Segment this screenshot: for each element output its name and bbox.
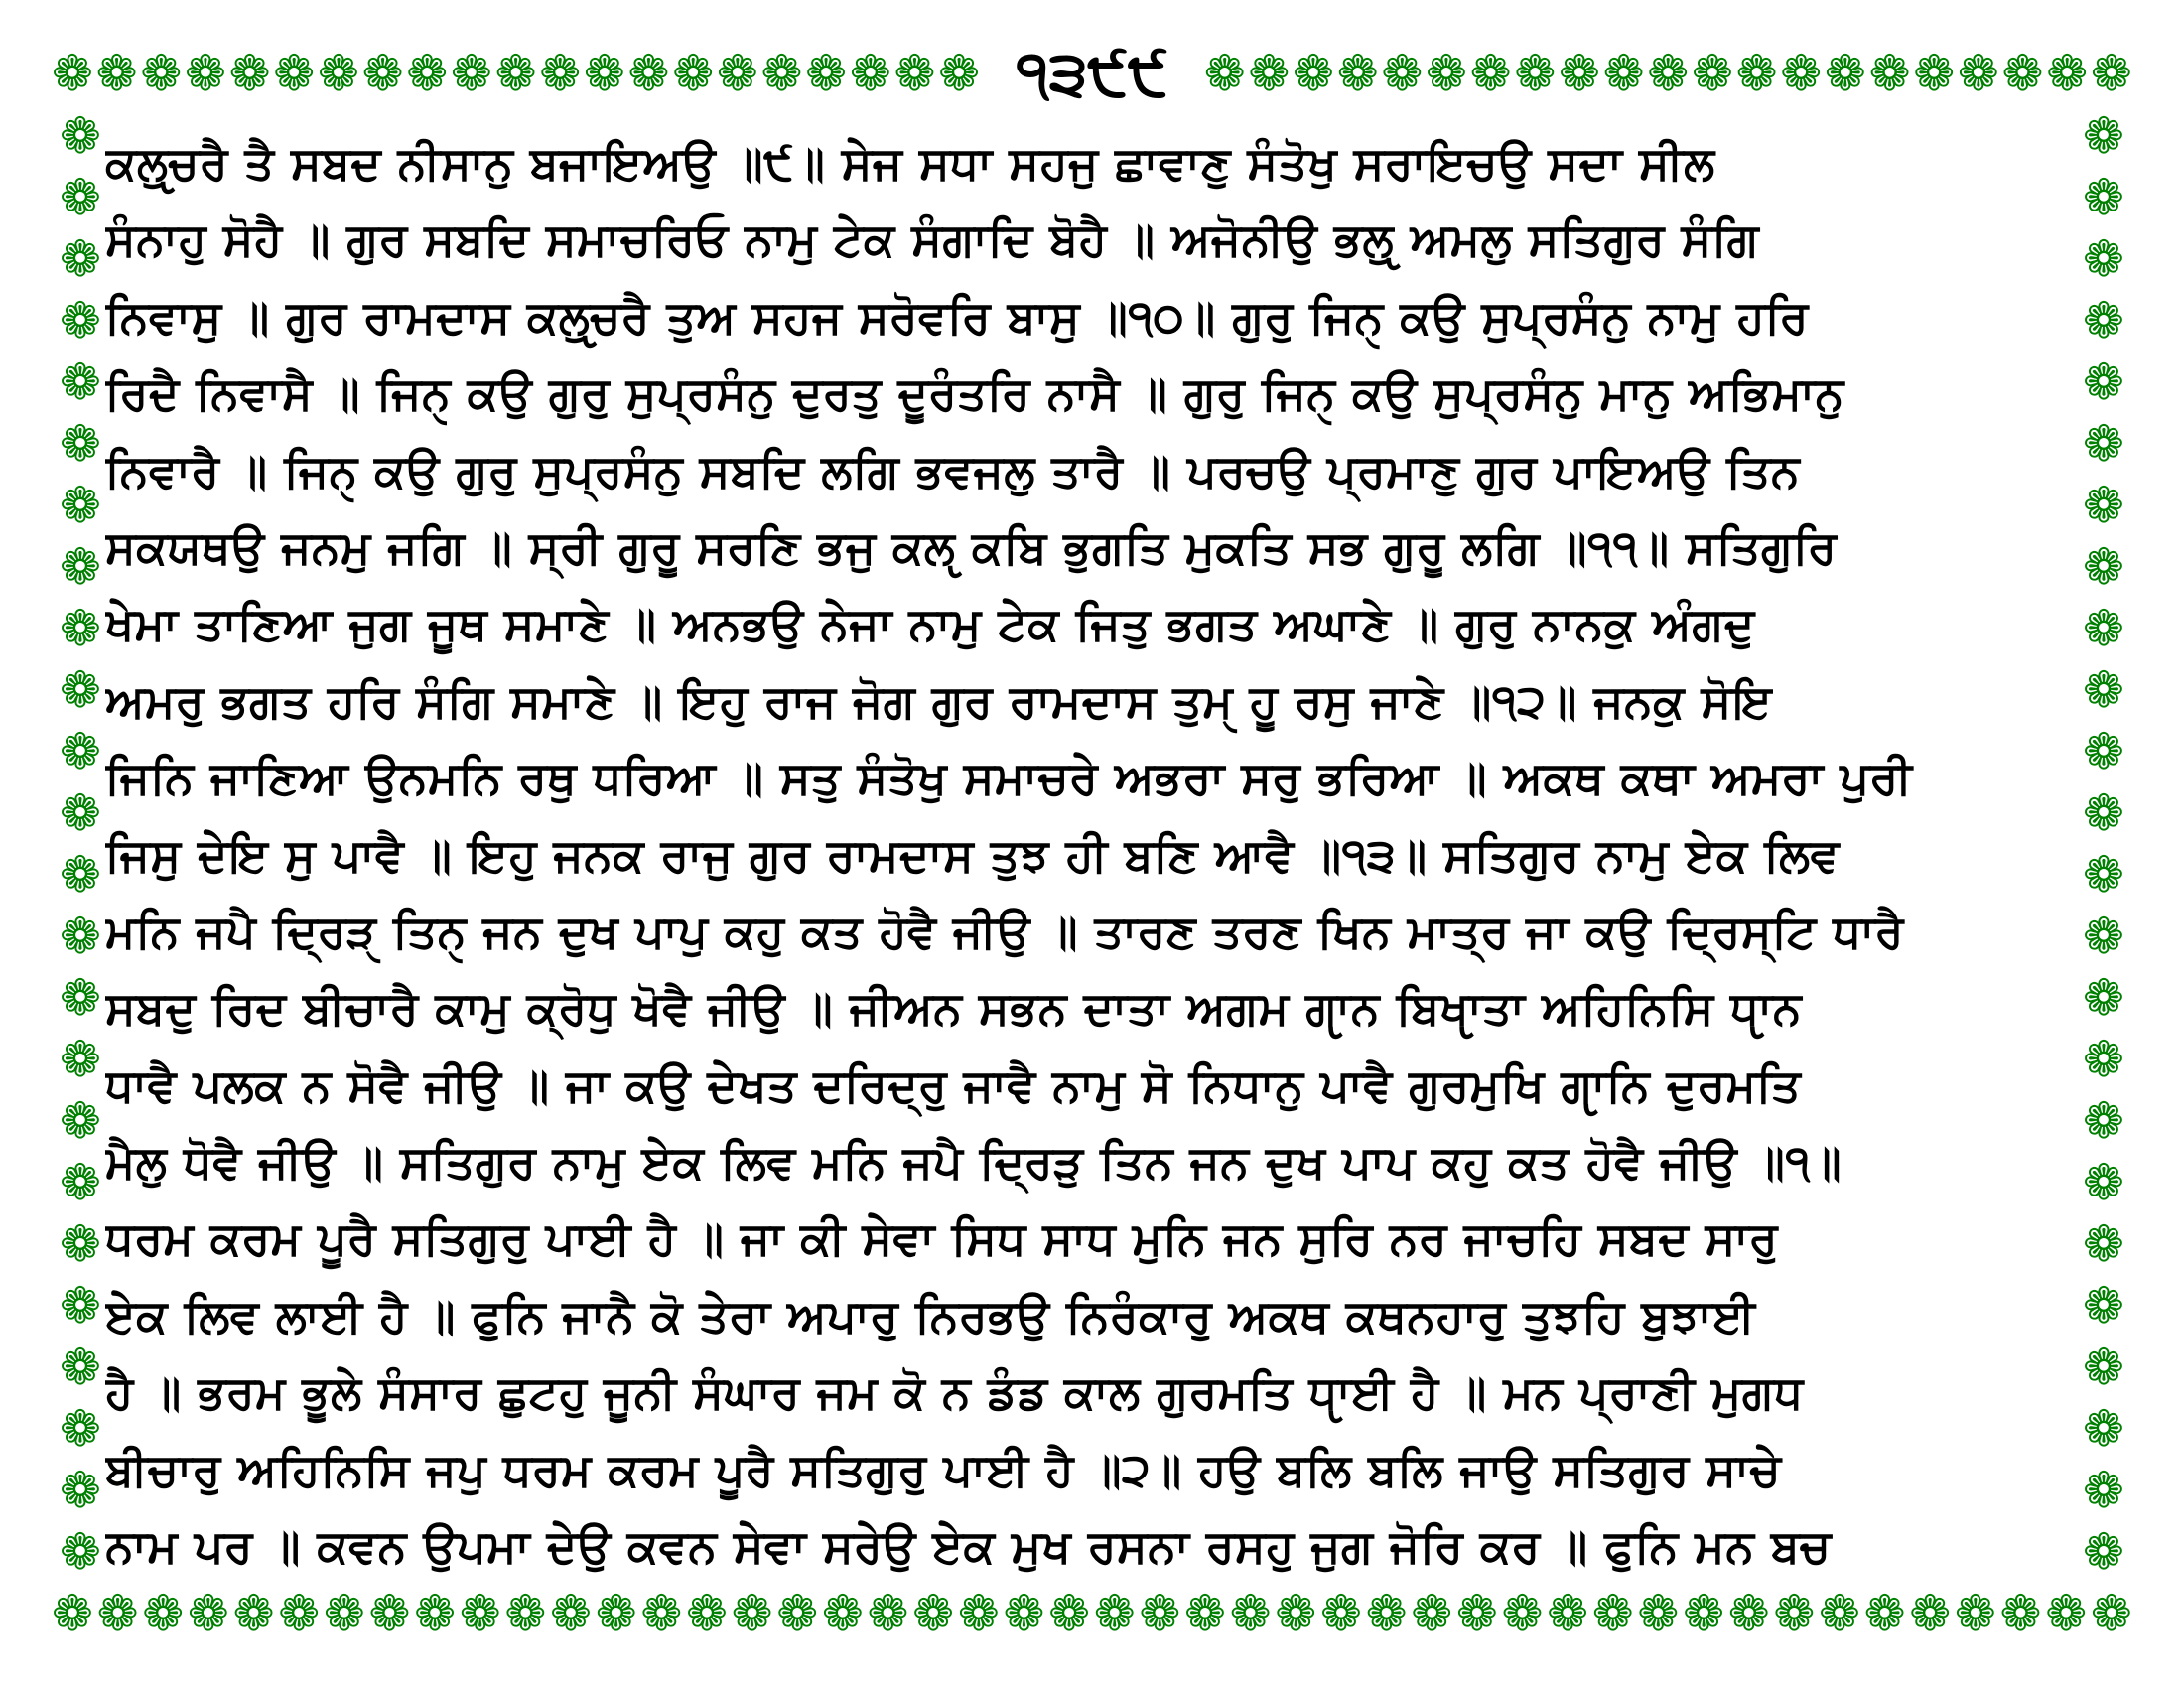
flower-icon: ❁	[685, 1585, 728, 1642]
flower-icon: ❁	[368, 1585, 411, 1642]
flower-icon: ❁	[60, 1031, 101, 1088]
flower-icon: ❁	[1501, 1585, 1544, 1642]
flower-icon: ❁	[595, 1585, 637, 1642]
flower-icon: ❁	[1735, 49, 1778, 98]
flower-icon: ❁	[2083, 600, 2124, 657]
flower-icon: ❁	[1913, 49, 1956, 98]
flower-icon: ❁	[232, 1585, 275, 1642]
bottom-border	[52, 1579, 2132, 1648]
flower-icon: ❁	[938, 49, 981, 98]
text-line: ਨਾਮ ਪਰ ॥ ਕਵਨ ਉਪਮਾ ਦੇਉ ਕਵਨ ਸੇਵਾ ਸਰੇਉ ਏਕ ਮੁਖ ਰਸਨਾ ਰਸਹੁ ਜੁਗ ਜੋਰਿ ਕਰ ॥ ਫੁਨਿ ਮਨ ਬਚ	[105, 1519, 1832, 1574]
flower-icon: ❁	[60, 1338, 101, 1396]
flower-icon: ❁	[2083, 1338, 2124, 1396]
flower-icon: ❁	[273, 49, 316, 98]
flower-icon: ❁	[184, 49, 226, 98]
flower-icon: ❁	[2083, 111, 2124, 165]
flower-icon: ❁	[504, 1585, 547, 1642]
flower-icon: ❁	[60, 1462, 101, 1519]
flower-icon: ❁	[278, 1585, 321, 1642]
flower-icon: ❁	[1957, 49, 1999, 98]
flower-icon: ❁	[1591, 1585, 1634, 1642]
flower-icon: ❁	[1514, 49, 1557, 98]
flower-icon: ❁	[2083, 784, 2124, 842]
text-line: ਜਿਨਿ ਜਾਣਿਆ ਉਨਮਨਿ ਰਥੁ ਧਰਿਆ ॥ ਸਤੁ ਸੰਤੋਖੁ ਸਮਾਚਰੇ ਅਭਰਾ ਸਰੁ ਭਰਿਆ ॥ ਅਕਥ ਕਥਾ ਅਮਰਾ ਪੁਰੀ	[105, 751, 1913, 805]
flower-icon: ❁	[1093, 1585, 1136, 1642]
flower-icon: ❁	[912, 1585, 955, 1642]
flower-icon: ❁	[716, 49, 758, 98]
flower-icon: ❁	[140, 49, 183, 98]
flower-icon: ❁	[1863, 1585, 1906, 1642]
flower-icon: ❁	[95, 49, 138, 98]
flower-icon: ❁	[414, 1585, 457, 1642]
text-line: ਰਿਦੈ ਨਿਵਾਸੈ ॥ ਜਿਨੑ ਕਉ ਗੁਰੁ ਸੁਪ੍ਰਸੰਨੁ ਦੁਰਤੁ ਦੂਰੰਤਰਿ ਨਾਸੈ ॥ ਗੁਰੁ ਜਿਨੑ ਕਉ ਸੁਪ੍ਰਸੰਨੁ ਮਾਨੁ ਅਭਿਮਾਨੁ	[105, 366, 1844, 421]
flower-icon: ❁	[450, 49, 492, 98]
flower-icon: ❁	[2083, 292, 2124, 350]
flower-icon: ❁	[2083, 1462, 2124, 1519]
flower-row-top-right	[1204, 49, 2132, 98]
flower-icon: ❁	[760, 49, 803, 98]
flower-icon: ❁	[1319, 1585, 1362, 1642]
flower-icon: ❁	[849, 49, 891, 98]
flower-icon: ❁	[2090, 49, 2132, 98]
flower-icon: ❁	[60, 1277, 101, 1335]
flower-icon: ❁	[1558, 49, 1600, 98]
flower-icon: ❁	[60, 1092, 101, 1150]
text-line: ਧਰਮ ਕਰਮ ਪੂਰੈ ਸਤਿਗੁਰੁ ਪਾਈ ਹੈ ॥ ਜਾ ਕੀ ਸੇਵਾ ਸਿਧ ਸਾਧ ਮੁਨਿ ਜਨ ਸੁਰਿ ਨਰ ਜਾਚਹਿ ਸਬਦ ਸਾਰੁ	[105, 1211, 1778, 1266]
flower-icon: ❁	[1003, 1585, 1045, 1642]
flower-icon: ❁	[627, 49, 670, 98]
flower-icon: ❁	[893, 49, 936, 98]
flower-icon: ❁	[60, 538, 101, 596]
flower-icon: ❁	[805, 49, 848, 98]
flower-icon: ❁	[1381, 49, 1424, 98]
flower-icon: ❁	[2083, 230, 2124, 288]
flower-icon: ❁	[1293, 49, 1334, 98]
flower-icon: ❁	[2083, 1523, 2124, 1577]
flower-icon: ❁	[1184, 1585, 1226, 1642]
flower-icon: ❁	[459, 1585, 501, 1642]
flower-icon: ❁	[2083, 169, 2124, 226]
flower-icon: ❁	[1411, 1585, 1453, 1642]
flower-icon: ❁	[821, 1585, 864, 1642]
text-line: ਨਿਵਾਸੁ ॥ ਗੁਰ ਰਾਮਦਾਸ ਕਲੵੁਚਰੈ ਤੁਅ ਸਹਜ ਸਰੋਵਰਿ ਬਾਸੁ ॥੧੦॥ ਗੁਰੁ ਜਿਨੑ ਕਉ ਸੁਪ੍ਰਸੰਨੁ ਨਾਮੁ ਹਰਿ	[105, 289, 1809, 344]
flower-icon: ❁	[1426, 49, 1467, 98]
text-line: ਨਿਵਾਰੈ ॥ ਜਿਨੑ ਕਉ ਗੁਰੁ ਸੁਪ੍ਰਸੰਨੁ ਸਬਦਿ ਲਗਿ ਭਵਜਲੁ ਤਾਰੈ ॥ ਪਰਚਉ ਪ੍ਰਮਾਣੁ ਗੁਰ ਪਾਇਅਉ ਤਿਨ	[105, 443, 1801, 497]
flower-icon: ❁	[1683, 1585, 1724, 1642]
flower-icon: ❁	[60, 230, 101, 288]
flower-icon: ❁	[361, 49, 404, 98]
text-line: ਮਨਿ ਜਪੈ ਦ੍ਰਿੜੑ ਤਿਨੑ ਜਨ ਦੁਖ ਪਾਪੁ ਕਹੁ ਕਤ ਹੋਵੈ ਜੀਉ ॥ ਤਾਰਣ ਤਰਣ ਖਿਨ ਮਾਤ੍ਰ ਜਾ ਕਉ ਦ੍ਰਿਸ੍ਟਿ ਧਾਰੈ	[105, 904, 1904, 958]
flower-icon: ❁	[60, 908, 101, 965]
flower-icon: ❁	[96, 1585, 139, 1642]
flower-icon: ❁	[1637, 1585, 1680, 1642]
flower-row-top-left	[52, 49, 980, 98]
flower-icon: ❁	[60, 784, 101, 842]
flower-icon: ❁	[1229, 1585, 1272, 1642]
flower-icon: ❁	[2083, 1031, 2124, 1088]
flower-icon: ❁	[60, 846, 101, 904]
flower-icon: ❁	[317, 49, 359, 98]
text-line: ਬੀਚਾਰੁ ਅਹਿਨਿਸਿ ਜਪੁ ਧਰਮ ਕਰਮ ਪੂਰੈ ਸਤਿਗੁਰੁ ਪਾਈ ਹੈ ॥੨॥ ਹਉ ਬਲਿ ਬਲਿ ਜਾਉ ਸਤਿਗੁਰ ਸਾਚੇ	[105, 1442, 1782, 1496]
flower-icon: ❁	[2083, 1215, 2124, 1273]
flower-icon: ❁	[60, 477, 101, 534]
flower-icon: ❁	[1469, 49, 1512, 98]
flower-icon: ❁	[731, 1585, 773, 1642]
flower-icon: ❁	[60, 353, 101, 411]
flower-icon: ❁	[2083, 661, 2124, 719]
flower-icon: ❁	[2001, 49, 2044, 98]
flower-icon: ❁	[640, 1585, 683, 1642]
flower-icon: ❁	[323, 1585, 365, 1642]
text-line: ਸੰਨਾਹੁ ਸੋਹੈ ॥ ਗੁਰ ਸਬਦਿ ਸਮਾਚਰਿਓ ਨਾਮੁ ਟੇਕ ਸੰਗਾਦਿ ਬੋਹੈ ॥ ਅਜੋਨੀਉ ਭਲੵੁ ਅਮਲੁ ਸਤਿਗੁਰ ਸੰਗਿ	[105, 212, 1759, 267]
text-line: ਧਾਵੈ ਪਲਕ ਨ ਸੋਵੈ ਜੀਉ ॥ ਜਾ ਕਉ ਦੇਖਤ ਦਰਿਦ੍ਰੁ ਜਾਵੈ ਨਾਮੁ ਸੋ ਨਿਧਾਨੁ ਪਾਵੈ ਗੁਰਮੁਖਿ ਗੵਾਨਿ ਦੁਰਮਤਿ	[105, 1057, 1802, 1112]
flower-icon: ❁	[1336, 49, 1379, 98]
flower-icon: ❁	[1954, 1585, 1996, 1642]
flower-icon: ❁	[494, 49, 537, 98]
text-line: ਖੇਮਾ ਤਾਣਿਆ ਜੁਗ ਜੂਥ ਸਮਾਣੇ ॥ ਅਨਭਉ ਨੇਜਾ ਨਾਮੁ ਟੇਕ ਜਿਤੁ ਭਗਤ ਅਘਾਣੇ ॥ ਗੁਰੁ ਨਾਨਕੁ ਅੰਗਦੁ	[105, 597, 1755, 651]
flower-icon: ❁	[60, 1215, 101, 1273]
flower-icon: ❁	[1365, 1585, 1408, 1642]
flower-icon: ❁	[2083, 1092, 2124, 1150]
flower-icon: ❁	[1602, 49, 1645, 98]
text-line: ਏਕ ਲਿਵ ਲਾਈ ਹੈ ॥ ਫੁਨਿ ਜਾਨੈ ਕੋ ਤੇਰਾ ਅਪਾਰੁ ਨਿਰਭਉ ਨਿਰੰਕਾਰੁ ਅਕਥ ਕਥਨਹਾਰੁ ਤੁਝਹਿ ਬੁਝਾਈ	[105, 1288, 1756, 1342]
flower-icon: ❁	[1248, 49, 1291, 98]
flower-icon: ❁	[2090, 1585, 2132, 1642]
flower-icon: ❁	[2083, 538, 2124, 596]
flower-icon: ❁	[1727, 1585, 1770, 1642]
text-line: ਕਲੵੁਚਰੈ ਤੈ ਸਬਦ ਨੀਸਾਨੁ ਬਜਾਇਅਉ ॥੯॥ ਸੇਜ ਸਧਾ ਸਹਜੁ ਛਾਵਾਣੁ ਸੰਤੋਖੁ ਸਰਾਇਚਉ ਸਦਾ ਸੀਲ	[105, 136, 1715, 190]
flower-icon: ❁	[60, 723, 101, 780]
text-line: ਅਮਰੁ ਭਗਤ ਹਰਿ ਸੰਗਿ ਸਮਾਣੇ ॥ ਇਹੁ ਰਾਜ ਜੋਗ ਗੁਰ ਰਾਮਦਾਸ ਤੁਮੑ ਹੂ ਰਸੁ ਜਾਣੇ ॥੧੨॥ ਜਨਕੁ ਸੋਇ	[105, 673, 1773, 728]
flower-icon: ❁	[957, 1585, 1000, 1642]
flower-icon: ❁	[1999, 1585, 2042, 1642]
flower-icon: ❁	[187, 1585, 229, 1642]
flower-icon: ❁	[776, 1585, 819, 1642]
flower-icon: ❁	[1818, 1585, 1860, 1642]
flower-icon: ❁	[2046, 49, 2089, 98]
flower-icon: ❁	[1909, 1585, 1952, 1642]
left-border	[52, 111, 109, 1577]
flower-icon: ❁	[1048, 1585, 1090, 1642]
flower-icon: ❁	[672, 49, 715, 98]
page-number: ੧੩੯੯	[1016, 37, 1168, 109]
flower-icon: ❁	[60, 169, 101, 226]
flower-icon: ❁	[2083, 415, 2124, 473]
flower-icon: ❁	[52, 49, 93, 98]
flower-icon: ❁	[60, 969, 101, 1027]
flower-icon: ❁	[1647, 49, 1690, 98]
flower-icon: ❁	[60, 1154, 101, 1211]
text-line: ਹੈ ॥ ਭਰਮ ਭੂਲੇ ਸੰਸਾਰ ਛੁਟਹੁ ਜੂਨੀ ਸੰਘਾਰ ਜਮ ਕੋ ਨ ਡੰਡ ਕਾਲ ਗੁਰਮਤਿ ਧੵਾਈ ਹੈ ॥ ਮਨ ਪ੍ਰਾਣੀ ਮੁਗਧ	[105, 1365, 1804, 1420]
flower-icon: ❁	[1275, 1585, 1317, 1642]
top-border	[52, 36, 2132, 111]
flower-icon: ❁	[1203, 49, 1246, 98]
flower-icon: ❁	[2083, 1154, 2124, 1211]
flower-icon: ❁	[2083, 1277, 2124, 1335]
flower-icon: ❁	[60, 1523, 101, 1577]
flower-icon: ❁	[1824, 49, 1866, 98]
flower-icon: ❁	[550, 1585, 592, 1642]
flower-icon: ❁	[2083, 846, 2124, 904]
flower-icon: ❁	[1139, 1585, 1181, 1642]
flower-icon: ❁	[2083, 969, 2124, 1027]
scripture-text	[105, 125, 2065, 1585]
flower-icon: ❁	[60, 600, 101, 657]
flower-icon: ❁	[60, 415, 101, 473]
flower-icon: ❁	[2083, 908, 2124, 965]
flower-icon: ❁	[60, 111, 101, 165]
text-line: ਜਿਸੁ ਦੇਇ ਸੁ ਪਾਵੈ ॥ ਇਹੁ ਜਨਕ ਰਾਜੁ ਗੁਰ ਰਾਮਦਾਸ ਤੁਝ ਹੀ ਬਣਿ ਆਵੈ ॥੧੩॥ ਸਤਿਗੁਰ ਨਾਮੁ ਏਕ ਲਿਵ	[105, 827, 1840, 882]
flower-icon: ❁	[1691, 49, 1733, 98]
right-border	[2075, 111, 2132, 1577]
flower-icon: ❁	[142, 1585, 185, 1642]
flower-icon: ❁	[1780, 49, 1823, 98]
flower-icon: ❁	[2045, 1585, 2088, 1642]
text-line: ਸਬਦੁ ਰਿਦ ਬੀਚਾਰੈ ਕਾਮੁ ਕ੍ਰੋਧੁ ਖੋਵੈ ਜੀਉ ॥ ਜੀਅਨ ਸਭਨ ਦਾਤਾ ਅਗਮ ਗੵਾਨ ਬਿਖੵਾਤਾ ਅਹਿਨਿਸਿ ਧੵਾਨ	[105, 981, 1802, 1036]
text-line: ਸਕਯਥਉ ਜਨਮੁ ਜਗਿ ॥ ਸ੍ਰੀ ਗੁਰੂ ਸਰਣਿ ਭਜੁ ਕਲੵ ਕਬਿ ਭੁਗਤਿ ਮੁਕਤਿ ਸਭ ਗੁਰੂ ਲਗਿ ॥੧੧॥ ਸਤਿਗੁਰਿ	[105, 519, 1838, 574]
flower-icon: ❁	[539, 49, 582, 98]
flower-icon: ❁	[2083, 723, 2124, 780]
flower-icon: ❁	[1868, 49, 1911, 98]
flower-icon: ❁	[2083, 353, 2124, 411]
flower-icon: ❁	[867, 1585, 909, 1642]
flower-icon: ❁	[52, 1585, 93, 1642]
text-line: ਮੈਲੁ ਧੋਵੈ ਜੀਉ ॥ ਸਤਿਗੁਰ ਨਾਮੁ ਏਕ ਲਿਵ ਮਨਿ ਜਪੈ ਦ੍ਰਿੜੁ ਤਿਨ ਜਨ ਦੁਖ ਪਾਪ ਕਹੁ ਕਤ ਹੋਵੈ ਜੀਉ ॥੧॥	[105, 1135, 1843, 1190]
flower-icon: ❁	[2083, 477, 2124, 534]
flower-icon: ❁	[406, 49, 449, 98]
flower-icon: ❁	[583, 49, 625, 98]
flower-icon: ❁	[2083, 1400, 2124, 1458]
flower-icon: ❁	[60, 292, 101, 350]
flower-icon: ❁	[60, 661, 101, 719]
flower-icon: ❁	[60, 1400, 101, 1458]
flower-icon: ❁	[228, 49, 271, 98]
flower-icon: ❁	[1547, 1585, 1589, 1642]
flower-icon: ❁	[1773, 1585, 1816, 1642]
flower-icon: ❁	[1455, 1585, 1498, 1642]
